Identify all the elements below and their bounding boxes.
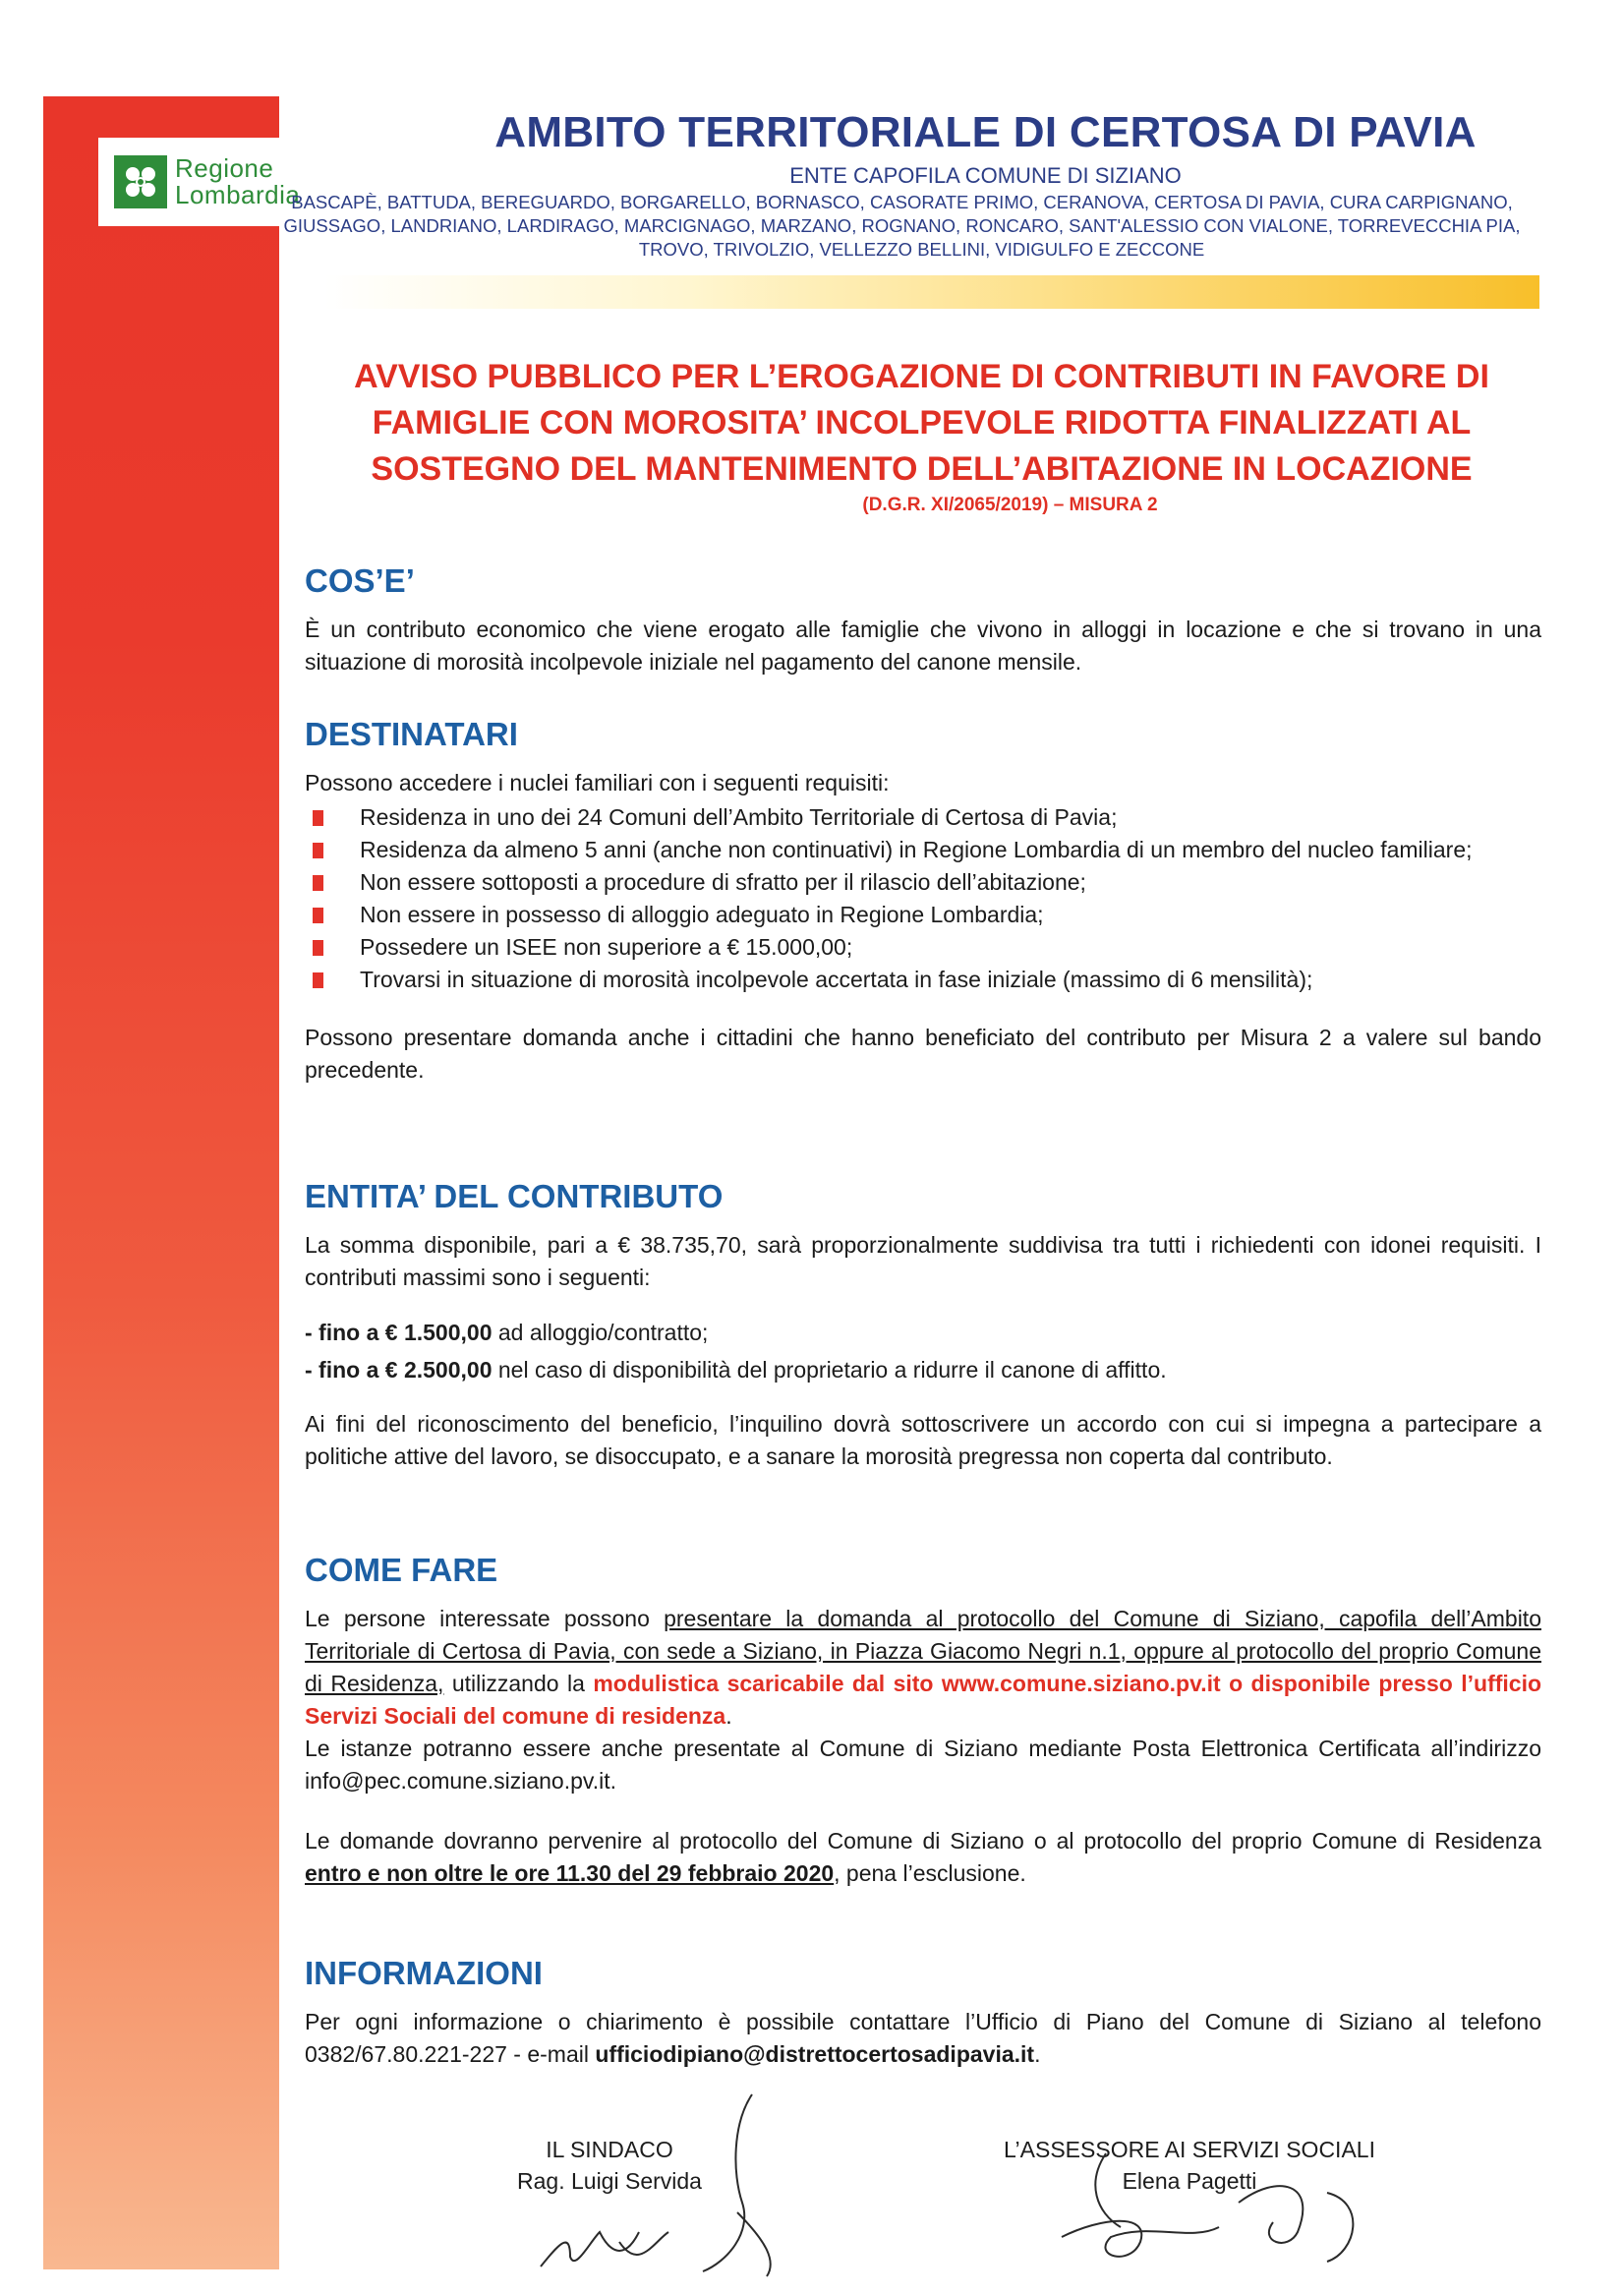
section-destinatari	[305, 716, 1541, 1087]
logo-line-2: Lombardia	[175, 180, 301, 209]
section-title: DESTINATARI	[305, 716, 518, 752]
contact-text	[305, 2006, 1541, 2071]
max-amount-1	[305, 1314, 1541, 1351]
text-span: Per ogni informazione o chiarimento è possibile contattare l’Ufficio di Piano del Comune di Siziano al telefono 0382/67.80.221-227 - e-mail	[305, 2009, 1541, 2067]
section-title: INFORMAZIONI	[305, 1955, 543, 1991]
list-item: Trovarsi in situazione di morosità incolpevole accertata in fase iniziale (massimo di 6 mensilità);	[305, 964, 1541, 996]
amount-value: - fino a € 1.500,00	[305, 1320, 493, 1345]
signer-role: L’ASSESSORE AI SERVIZI SOCIALI	[1004, 2137, 1375, 2162]
text-span: Le persone interessate possono	[305, 1606, 665, 1631]
logo-line-1: Regione	[175, 153, 274, 183]
section-title: ENTITA’ DEL CONTRIBUTO	[305, 1178, 724, 1214]
signer-name: Rag. Luigi Servida	[517, 2168, 702, 2194]
section-text: La somma disponibile, pari a € 38.735,70, sarà proporzionalmente suddivisa tra tutti i richiedenti con idonei requisiti. I contributi massimi sono i seguenti:	[305, 1232, 1541, 1290]
notice-title-line: FAMIGLIE CON MOROSITA’ INCOLPEVOLE RIDOTTA FINALIZZATI AL	[372, 404, 1472, 442]
text-span: .	[725, 1703, 732, 1729]
deadline: entro e non oltre le ore 11.30 del 29 febbraio 2020	[305, 1860, 835, 1886]
section-title: COS’E’	[305, 562, 415, 599]
list-item: Non essere sottoposti a procedure di sfratto per il rilascio dell’abitazione;	[305, 866, 1541, 899]
section-title: COME FARE	[305, 1552, 498, 1588]
list-item: Residenza da almeno 5 anni (anche non continuativi) in Regione Lombardia di un membro del nucleo familiare;	[305, 834, 1541, 866]
notice-title-line: SOSTEGNO DEL MANTENIMENTO DELL’ABITAZIONE IN LOCAZIONE	[371, 450, 1473, 488]
document-header	[283, 108, 1543, 262]
section-note: Possono presentare domanda anche i cittadini che hanno beneficiato del contributo per Misura 2 a valere sul bando precedente.	[305, 1025, 1541, 1083]
decorative-red-band	[43, 96, 279, 2269]
list-item: Residenza in uno dei 24 Comuni dell’Ambito Territoriale di Certosa di Pavia;	[305, 801, 1541, 834]
towns-line: BASCAPÈ, BATTUDA, BEREGUARDO, BORGARELLO, BORNASCO, CASORATE PRIMO, CERANOVA, CERTOSA DI PAVIA, CURA CARPIGNANO,	[291, 192, 1513, 212]
text-span: utilizzando la	[443, 1671, 594, 1696]
list-item: Non essere in possesso di alloggio adeguato in Regione Lombardia;	[305, 899, 1541, 931]
amount-desc: ad alloggio/contratto;	[492, 1320, 709, 1345]
underlined-instructions: presentare la domanda al protocollo del Comune di Siziano, capofila dell’Ambito Territoriale di Certosa di Pavia, con sede a Siziano, in Piazza Giacomo Negri n.1, oppure al protocollo del proprio Comune di Residenza,	[305, 1606, 1541, 1696]
pec-text: Le istanze potranno essere anche presentate al Comune di Siziano mediante Posta Elettronica Certificata all’indirizzo info@pec.comune.siziano.pv.it.	[305, 1736, 1541, 1794]
towns-line: TROVO, TRIVOLZIO, VELLEZZO BELLINI, VIDIGULFO E ZECCONE	[638, 239, 1205, 260]
how-to-apply-text	[305, 1603, 1541, 1733]
max-amount-2	[305, 1351, 1541, 1388]
list-item: Possedere un ISEE non superiore a € 15.000,00;	[305, 931, 1541, 964]
towns-line: GIUSSAGO, LANDRIANO, LARDIRAGO, MARCIGNAGO, MARZANO, ROGNANO, RONCARO, SANT'ALESSIO CON VIALONE, TORREVECCHIA PIA,	[283, 215, 1521, 236]
text-span: , pena l’esclusione.	[834, 1860, 1026, 1886]
amount-desc: nel caso di disponibilità del proprietario a ridurre il canone di affitto.	[492, 1357, 1167, 1383]
amount-value: - fino a € 2.500,00	[305, 1357, 493, 1383]
member-towns	[283, 191, 1543, 262]
header-subtitle: ENTE CAPOFILA COMUNE DI SIZIANO	[789, 163, 1182, 188]
councillor-handwritten-signature	[1042, 2144, 1396, 2271]
notice-heading	[300, 354, 1543, 516]
forms-download-notice: modulistica scaricabile dal sito www.comune.siziano.pv.it o disponibile presso l’ufficio Servizi Sociali del comune di residenza	[305, 1671, 1542, 1729]
regione-lombardia-rose-icon	[114, 155, 167, 208]
mayor-handwritten-signature	[531, 2085, 786, 2281]
deadline-text	[305, 1825, 1541, 1890]
section-cose	[305, 562, 1541, 678]
notice-reference: (D.G.R. XI/2065/2019) – MISURA 2	[862, 495, 1158, 515]
requirements-list	[305, 801, 1541, 996]
section-entita	[305, 1178, 1541, 1473]
text-span: Le domande dovranno pervenire al protocollo del Comune di Siziano o al protocollo del proprio Comune di Residenza	[305, 1828, 1541, 1854]
text-span: .	[1034, 2041, 1041, 2067]
signer-name: Elena Pagetti	[1122, 2168, 1257, 2194]
notice-title-line: AVVISO PUBBLICO PER L’EROGAZIONE DI CONTRIBUTI IN FAVORE DI	[354, 358, 1489, 395]
signer-role: IL SINDACO	[546, 2137, 673, 2162]
section-text: È un contributo economico che viene erogato alle famiglie che vivono in alloggi in locazione e che si trovano in una situazione di morosità incolpevole iniziale nel pagamento del canone mensile.	[305, 617, 1541, 675]
section-text-2: Ai fini del riconoscimento del beneficio, l’inquilino dovrà sottoscrivere un accordo con cui si impegna a partecipare a politiche attive del lavoro, se disoccupato, e a sanare la morosità pregressa non coperta dal contributo.	[305, 1411, 1541, 1469]
section-intro: Possono accedere i nuclei familiari con i seguenti requisiti:	[305, 770, 890, 795]
section-informazioni	[305, 1955, 1541, 2071]
header-title: AMBITO TERRITORIALE DI CERTOSA DI PAVIA	[494, 108, 1477, 156]
decorative-yellow-stripe	[324, 275, 1539, 309]
section-come-fare	[305, 1552, 1541, 1890]
contact-email[interactable]: ufficiodipiano@distrettocertosadipavia.it	[595, 2041, 1035, 2067]
